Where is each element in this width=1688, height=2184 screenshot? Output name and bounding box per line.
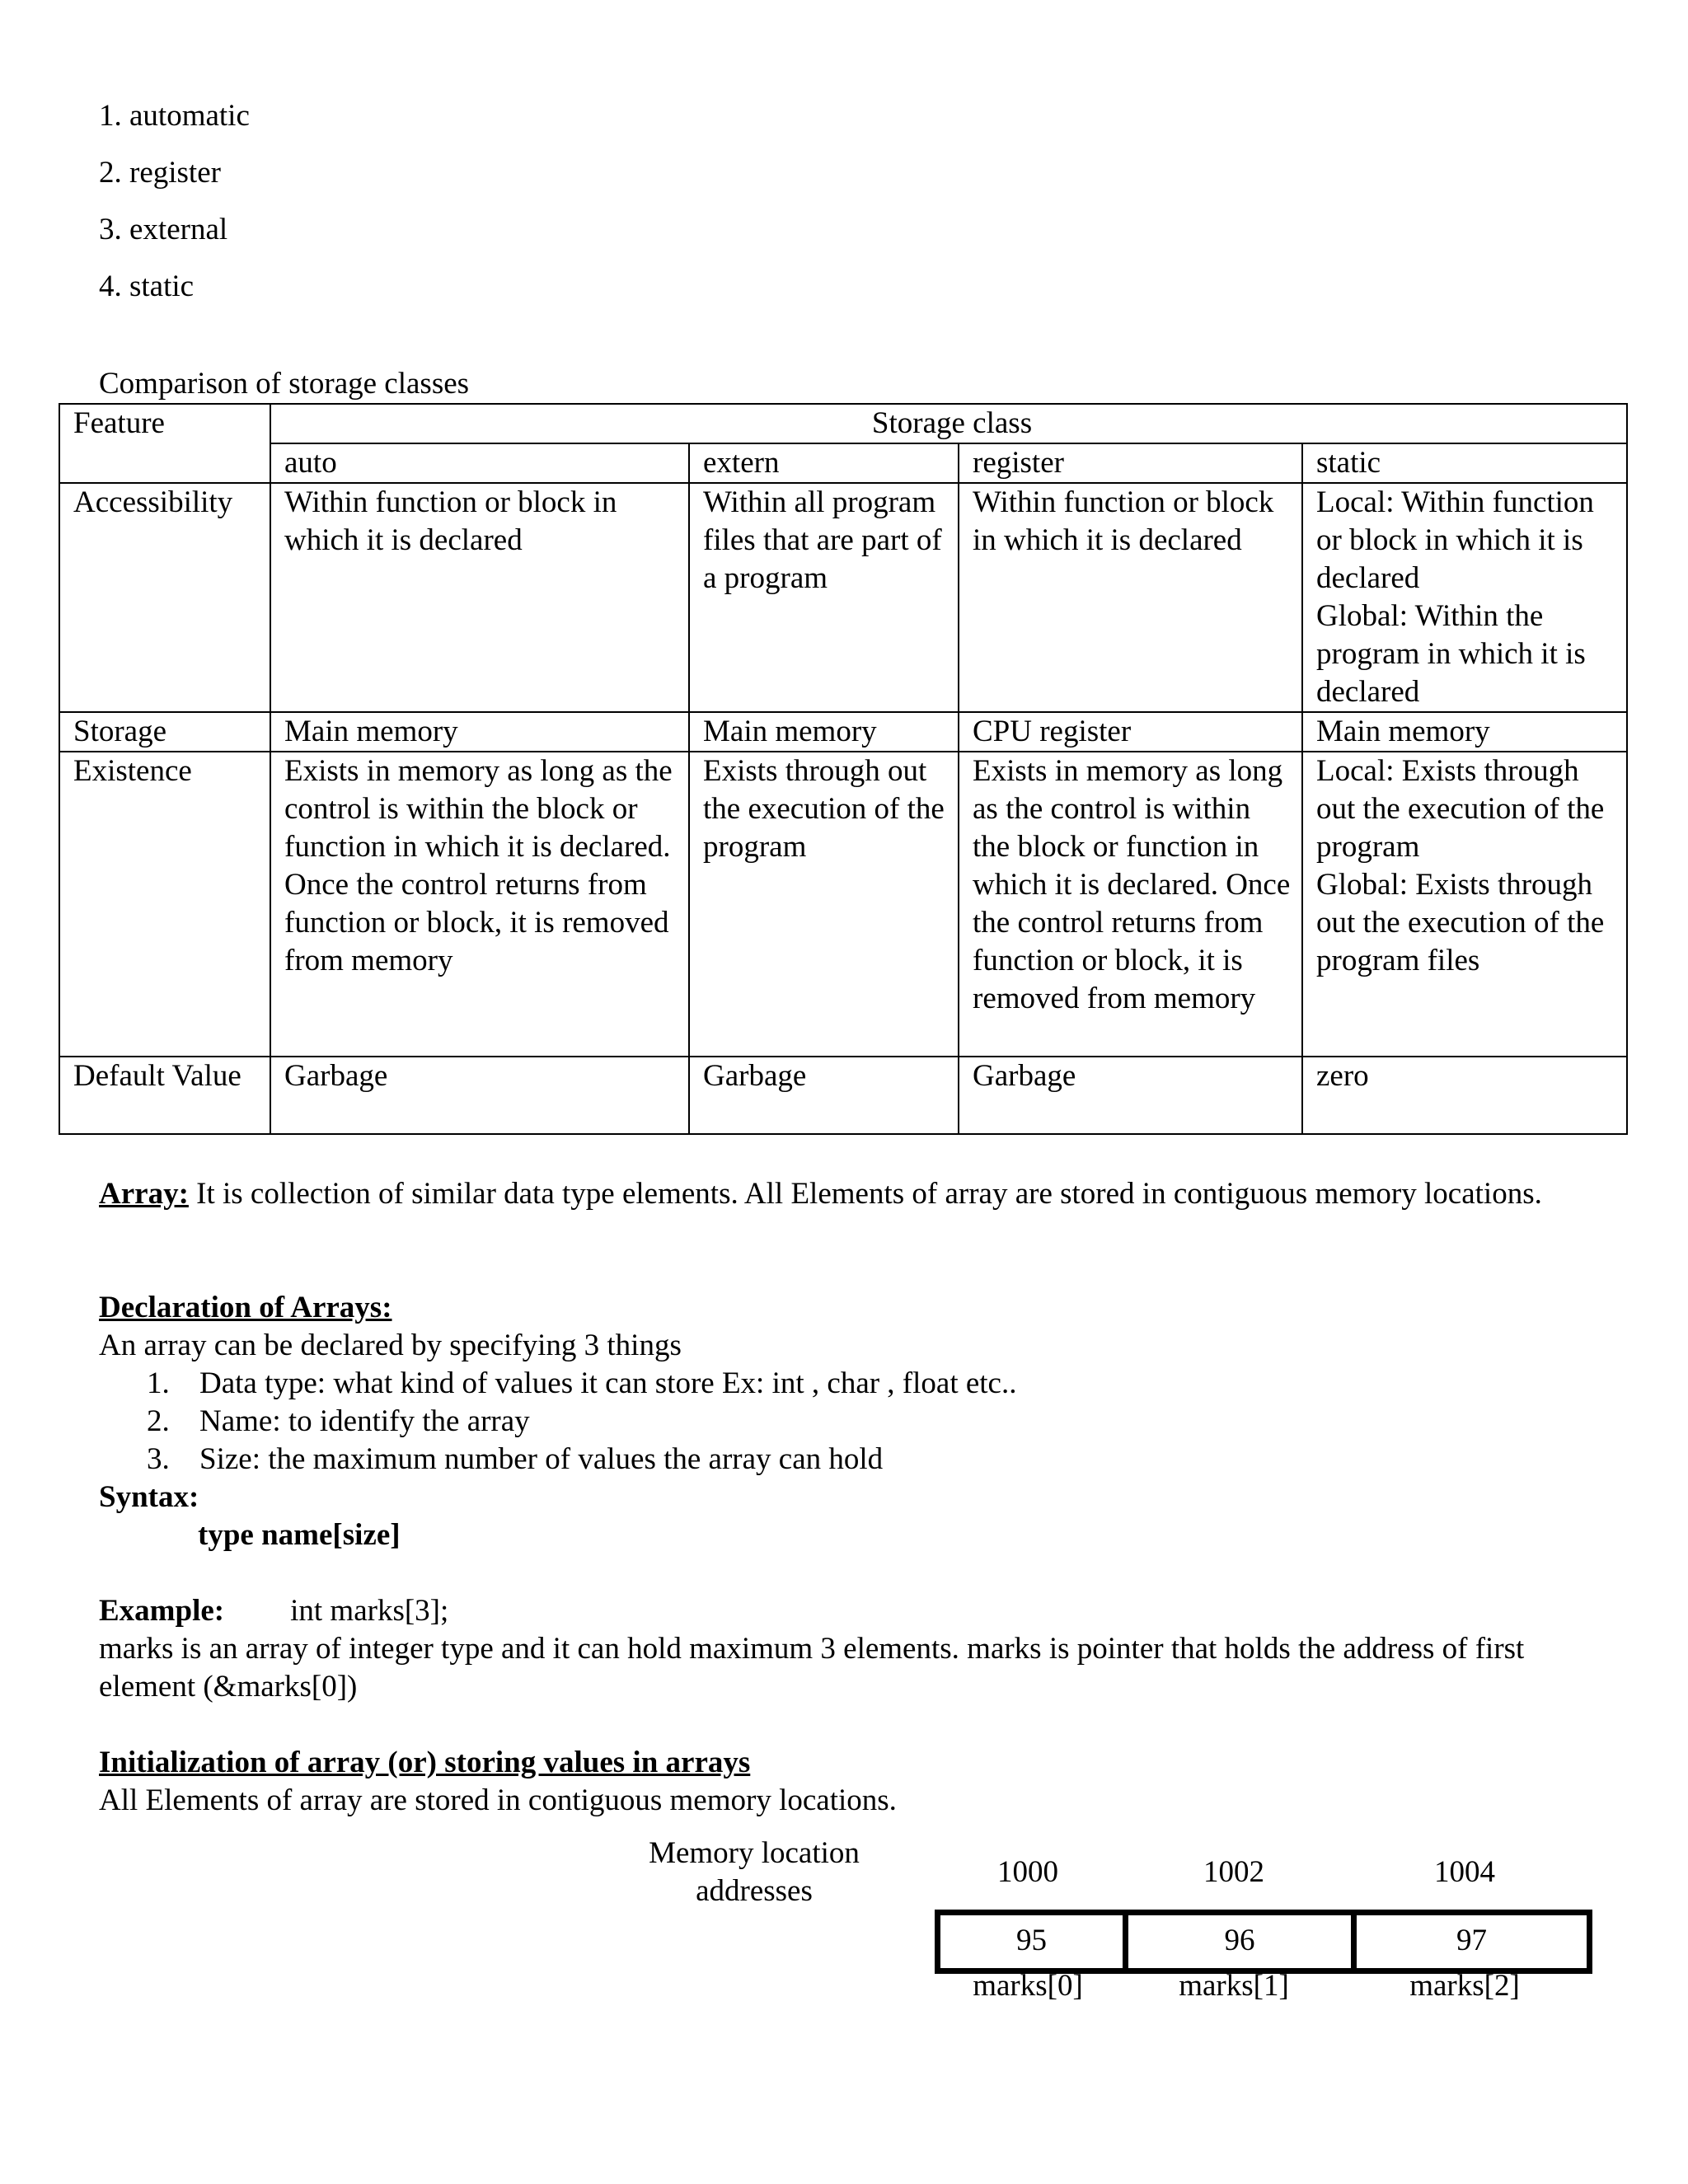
step-number: 2.: [147, 1404, 170, 1438]
table-cell: [1302, 483, 1627, 712]
row-feature: Storage: [59, 712, 270, 752]
storage-class-comparison-table: [59, 403, 1628, 1135]
cell-line: Local: Exists through out the execution of the program: [1316, 754, 1605, 864]
array-definition: [99, 1175, 1626, 1213]
column-header-extern: extern: [689, 443, 959, 483]
step-number: 3.: [147, 1442, 170, 1476]
table-header-row: [59, 404, 1627, 443]
list-item: 1. automatic: [99, 99, 250, 133]
storage-class-header: Storage class: [270, 404, 1627, 443]
initialization-text: All Elements of array are stored in contiguous memory locations.: [99, 1783, 897, 1817]
step-text: Data type: what kind of values it can store Ex: int , char , float etc..: [199, 1366, 1017, 1400]
table-subheader-row: [59, 443, 1627, 483]
example-explanation: marks is an array of integer type and it can hold maximum 3 elements. marks is pointer that holds the address of first element (&marks[0]): [99, 1632, 1525, 1704]
memory-location-label: Memory location addresses: [649, 1836, 860, 1908]
table-cell: Main memory: [1302, 712, 1627, 752]
storage-class-list: [99, 97, 250, 325]
memory-address: 1004: [1434, 1855, 1495, 1889]
row-feature: Existence: [59, 752, 270, 1057]
table-cell: Within all program files that are part of a program: [689, 483, 959, 712]
memory-address: 1000: [997, 1855, 1058, 1889]
array-definition-text: It is collection of similar data type elements. All Elements of array are stored in contiguous memory locations.: [188, 1177, 1542, 1211]
declaration-intro: An array can be declared by specifying 3 things: [99, 1329, 682, 1362]
array-cell: 96: [1123, 1915, 1351, 1968]
cell-line: Global: Exists through out the execution of the program files: [1316, 868, 1605, 977]
memory-address: 1002: [1203, 1855, 1264, 1889]
table-cell: Within function or block in which it is declared: [959, 483, 1302, 712]
table-caption: Comparison of storage classes: [99, 367, 470, 401]
array-cell: 95: [1016, 1924, 1047, 1957]
table-cell: Main memory: [689, 712, 959, 752]
table-cell: CPU register: [959, 712, 1302, 752]
example-line: [99, 1592, 1626, 1630]
table-cell: Exists in memory as long as the control is within the block or function in which it is declared. Once the control returns from function or block, it is removed from memory: [959, 752, 1302, 1057]
initialization-section: [99, 1744, 1626, 1820]
list-item: 2. register: [99, 156, 221, 190]
example-section: [99, 1592, 1626, 1706]
table-row: [59, 483, 1627, 712]
syntax-label: Syntax:: [99, 1480, 199, 1514]
table-cell: Garbage: [270, 1057, 689, 1134]
element-label: marks[2]: [1409, 1969, 1520, 2003]
array-cell: 97: [1351, 1915, 1587, 1968]
example-label: Example:: [99, 1594, 225, 1628]
syntax-text: type name[size]: [198, 1518, 401, 1552]
row-feature: Accessibility: [59, 483, 270, 712]
cell-line: Global: Within the program in which it is declared: [1316, 599, 1586, 709]
list-item: [99, 1403, 1626, 1441]
step-text: Size: the maximum number of values the array can hold: [199, 1442, 884, 1476]
table-cell: Exists through out the execution of the program: [689, 752, 959, 1057]
column-header-auto: auto: [270, 443, 689, 483]
list-item: [99, 1365, 1626, 1403]
element-label: marks[0]: [973, 1969, 1083, 2003]
list-item: 4. static: [99, 269, 195, 303]
table-cell: Exists in memory as long as the control is within the block or function in which it is declared. Once the control returns from function or block, it is removed from memory: [270, 752, 689, 1057]
table-cell: [1302, 752, 1627, 1057]
table-row: [59, 1057, 1627, 1134]
column-header-static: static: [1302, 443, 1627, 483]
table-row: [59, 712, 1627, 752]
list-item: 3. external: [99, 213, 228, 246]
array-memory-cells: [935, 1910, 1592, 1974]
column-header-register: register: [959, 443, 1302, 483]
initialization-heading: Initialization of array (or) storing values in arrays: [99, 1746, 751, 1779]
table-cell: zero: [1302, 1057, 1627, 1134]
element-label: marks[1]: [1179, 1969, 1289, 2003]
table-cell: Garbage: [959, 1057, 1302, 1134]
table-cell: Garbage: [689, 1057, 959, 1134]
table-row: [59, 752, 1627, 1057]
step-text: Name: to identify the array: [199, 1404, 530, 1438]
array-term: Array:: [99, 1177, 189, 1211]
list-item: [99, 1441, 1626, 1479]
table-cell: Main memory: [270, 712, 689, 752]
table-cell: Within function or block in which it is declared: [270, 483, 689, 712]
declaration-heading: Declaration of Arrays:: [99, 1291, 392, 1324]
row-feature: Default Value: [59, 1057, 270, 1134]
step-number: 1.: [147, 1366, 170, 1400]
declaration-steps: [99, 1365, 1626, 1479]
declaration-section: [99, 1289, 1626, 1554]
example-code: int marks[3];: [290, 1594, 449, 1628]
feature-header: Feature: [59, 404, 270, 483]
cell-line: Local: Within function or block in which it is declared: [1316, 485, 1594, 595]
